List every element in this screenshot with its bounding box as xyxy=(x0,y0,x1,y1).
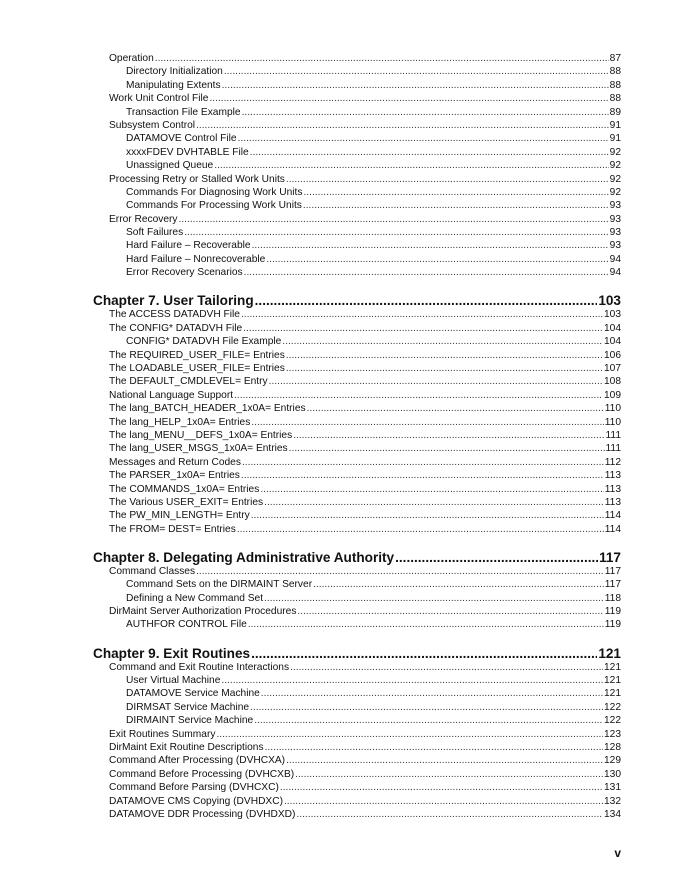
toc-entry-title: The Various USER_EXIT= Entries xyxy=(109,496,264,508)
toc-entry[interactable] xyxy=(93,795,621,808)
toc-entry-page: 106 xyxy=(604,349,621,361)
toc-entry[interactable] xyxy=(93,496,621,509)
toc-entry-page: 104 xyxy=(604,322,621,334)
toc-entry-title: The lang_BATCH_HEADER_1x0A= Entries xyxy=(109,403,306,415)
dot-leader xyxy=(286,349,603,362)
toc-entry-title: Manipulating Extents xyxy=(126,79,221,91)
dot-leader xyxy=(264,592,604,605)
toc-entry[interactable] xyxy=(93,592,621,605)
toc-entry[interactable] xyxy=(93,186,621,199)
toc-entry-title: Subsystem Control xyxy=(109,119,196,131)
dot-leader xyxy=(237,523,604,536)
dot-leader xyxy=(269,375,603,388)
toc-entry-page: 114 xyxy=(604,523,621,535)
toc-entry-title: Messages and Return Codes xyxy=(109,456,241,468)
toc-entry[interactable] xyxy=(93,119,621,132)
toc-entry-title: Work Unit Control File xyxy=(109,93,209,105)
toc-entry-page: 114 xyxy=(604,510,621,522)
toc-entry-title: DIRMAINT Service Machine xyxy=(126,715,254,727)
toc-entry-title: Hard Failure – Recoverable xyxy=(126,240,251,252)
toc-entry[interactable] xyxy=(93,132,621,145)
dot-leader xyxy=(242,106,609,119)
toc-entry-page: 87 xyxy=(609,53,621,64)
toc-chapter-entry[interactable] xyxy=(93,550,621,565)
toc-entry-title: Processing Retry or Stalled Work Units xyxy=(109,173,285,185)
toc-entry-page: 134 xyxy=(604,808,621,820)
toc-entry-title: Command Before Parsing (DVHCXC) xyxy=(109,782,279,794)
toc-entry-page: 130 xyxy=(604,768,621,780)
toc-entry-title: Exit Routines Summary xyxy=(109,728,216,740)
toc-entry-title: The REQUIRED_USER_FILE= Entries xyxy=(109,349,285,361)
toc-entry-page: 103 xyxy=(598,293,621,309)
toc-entry-page: 103 xyxy=(604,309,621,321)
dot-leader xyxy=(266,253,608,266)
toc-entry-page: 131 xyxy=(604,782,621,794)
dot-leader xyxy=(252,239,609,252)
toc-entry-page: 92 xyxy=(609,186,621,198)
toc-entry-title: Command Sets on the DIRMAINT Server xyxy=(126,579,313,591)
toc-entry-title: DATAMOVE DDR Processing (DVHDXD) xyxy=(109,808,296,820)
toc-entry[interactable] xyxy=(93,674,621,687)
toc-entry-page: 119 xyxy=(604,606,621,618)
dot-leader xyxy=(295,768,603,781)
dot-leader xyxy=(254,714,603,727)
toc-entry-page: 111 xyxy=(605,429,621,441)
dot-leader xyxy=(290,661,603,674)
page-number: v xyxy=(614,846,621,860)
toc-entry[interactable] xyxy=(93,335,621,348)
toc-entry-page: 122 xyxy=(604,715,621,727)
toc-entry-title: Unassigned Queue xyxy=(126,160,214,172)
toc-entry-page: 109 xyxy=(604,389,621,401)
toc-entry[interactable] xyxy=(93,578,621,591)
toc-entry-page: 117 xyxy=(604,579,621,591)
toc-entry-page: 88 xyxy=(609,66,621,78)
toc-entry[interactable] xyxy=(93,565,621,578)
toc-entry-page: 91 xyxy=(609,119,621,131)
toc-entry-title: Command Classes xyxy=(109,565,196,577)
toc-entry-page: 117 xyxy=(599,549,621,565)
toc-entry-title: xxxxFDEV DVHTABLE File xyxy=(126,146,249,158)
toc-entry[interactable] xyxy=(93,741,621,754)
toc-entry[interactable] xyxy=(93,173,621,186)
dot-leader xyxy=(284,795,603,808)
toc-entry-title: Error Recovery xyxy=(109,213,178,225)
dot-leader xyxy=(286,173,609,186)
dot-leader xyxy=(196,119,609,132)
toc-entry-page: 110 xyxy=(604,416,621,428)
dot-leader xyxy=(395,550,598,565)
dot-leader xyxy=(293,429,604,442)
toc-entry-title: Transaction File Example xyxy=(126,106,241,118)
toc-entry[interactable] xyxy=(93,618,621,631)
dot-leader xyxy=(221,674,603,687)
toc-entry-page: 110 xyxy=(604,403,621,415)
toc-entry[interactable] xyxy=(93,728,621,741)
toc-entry-page: 119 xyxy=(604,619,621,631)
toc-entry[interactable] xyxy=(93,768,621,781)
toc-entry[interactable] xyxy=(93,65,621,78)
dot-leader xyxy=(241,308,603,321)
dot-leader xyxy=(251,416,603,429)
toc-entry-title: The lang_MENU__DEFS_1x0A= Entries xyxy=(109,429,293,441)
toc-entry-page: 93 xyxy=(609,213,621,225)
toc-entry-title: Command Before Processing (DVHCXB) xyxy=(109,768,295,780)
dot-leader xyxy=(289,442,605,455)
toc-entry[interactable] xyxy=(93,266,621,279)
toc-entry-title: The COMMANDS_1x0A= Entries xyxy=(109,483,260,495)
toc-entry[interactable] xyxy=(93,687,621,700)
dot-leader xyxy=(251,646,597,661)
dot-leader xyxy=(244,266,609,279)
toc-entry[interactable] xyxy=(93,605,621,618)
dot-leader xyxy=(251,509,604,522)
toc-entry-title: Operation xyxy=(109,53,154,64)
toc-entry[interactable] xyxy=(93,442,621,455)
dot-leader xyxy=(248,618,604,631)
toc-entry[interactable] xyxy=(93,469,621,482)
toc-entry[interactable] xyxy=(93,781,621,794)
toc-entry[interactable] xyxy=(93,389,621,402)
toc-entry-page: 88 xyxy=(609,79,621,91)
toc-entry[interactable] xyxy=(93,213,621,226)
toc-entry[interactable] xyxy=(93,661,621,674)
dot-leader xyxy=(238,132,609,145)
toc-entry-page: 118 xyxy=(604,592,621,604)
toc-entry-title: DATAMOVE Service Machine xyxy=(126,688,260,700)
toc-entry-page: 117 xyxy=(604,565,621,577)
toc-entry-page: 113 xyxy=(604,470,621,482)
dot-leader xyxy=(250,701,603,714)
toc-entry-title: Error Recovery Scenarios xyxy=(126,267,243,279)
toc-entry[interactable] xyxy=(93,523,621,536)
toc-entry[interactable] xyxy=(93,416,621,429)
toc-entry-page: 122 xyxy=(604,701,621,713)
toc-entry-page: 121 xyxy=(604,675,621,687)
toc-entry-title: DirMaint Server Authorization Procedures xyxy=(109,606,297,618)
toc-entry-title: Commands For Processing Work Units xyxy=(126,200,302,212)
dot-leader xyxy=(286,362,603,375)
toc-entry[interactable] xyxy=(93,146,621,159)
toc-entry-title: The PARSER_1x0A= Entries xyxy=(109,470,240,482)
dot-leader xyxy=(179,213,609,226)
toc-entry-title: DATAMOVE Control File xyxy=(126,133,237,145)
toc-entry-title: Commands For Diagnosing Work Units xyxy=(126,186,303,198)
toc-entry[interactable] xyxy=(93,226,621,239)
toc-entry-title: User Virtual Machine xyxy=(126,675,221,687)
toc-entry-title: Command and Exit Routine Interactions xyxy=(109,661,290,673)
toc-entry[interactable] xyxy=(93,199,621,212)
toc-entry-title: Chapter 9. Exit Routines xyxy=(93,645,251,661)
toc-entry[interactable] xyxy=(93,349,621,362)
toc-entry-title: The ACCESS DATADVH File xyxy=(109,309,240,321)
dot-leader xyxy=(265,741,603,754)
toc-entry-title: CONFIG* DATADVH File Example xyxy=(126,336,282,348)
toc-entry[interactable] xyxy=(93,322,621,335)
toc-entry[interactable] xyxy=(93,429,621,442)
toc-entry-page: 92 xyxy=(609,146,621,158)
toc-entry-page: 113 xyxy=(604,496,621,508)
toc-entry-title: AUTHFOR CONTROL File xyxy=(126,619,247,631)
dot-leader xyxy=(222,79,609,92)
toc-entry[interactable] xyxy=(93,159,621,172)
toc-entry-page: 112 xyxy=(604,456,621,468)
dot-leader xyxy=(313,578,604,591)
toc-entry[interactable] xyxy=(93,52,621,65)
toc-entry[interactable] xyxy=(93,509,621,522)
toc-entry-page: 93 xyxy=(609,227,621,239)
toc-entry-page: 123 xyxy=(604,728,621,740)
toc-chapter-entry[interactable] xyxy=(93,646,621,661)
toc-entry-page: 93 xyxy=(609,240,621,252)
dot-leader xyxy=(196,565,604,578)
dot-leader xyxy=(282,335,603,348)
toc-chapter-entry[interactable] xyxy=(93,293,621,308)
toc-entry-page: 104 xyxy=(604,336,621,348)
toc-entry-title: Hard Failure – Nonrecoverable xyxy=(126,253,266,265)
toc-entry-title: National Language Support xyxy=(109,389,234,401)
toc-entry[interactable] xyxy=(93,239,621,252)
dot-leader xyxy=(260,483,603,496)
dot-leader xyxy=(209,92,608,105)
toc-entry[interactable] xyxy=(93,456,621,469)
toc-entry-page: 132 xyxy=(604,795,621,807)
toc-entry[interactable] xyxy=(93,106,621,119)
toc-entry-page: 129 xyxy=(604,755,621,767)
toc-entry-title: The DEFAULT_CMDLEVEL= Entry xyxy=(109,376,268,388)
toc-entry[interactable] xyxy=(93,808,621,821)
toc-entry[interactable] xyxy=(93,362,621,375)
dot-leader xyxy=(234,389,603,402)
toc-entry[interactable] xyxy=(93,483,621,496)
toc-entry-title: The CONFIG* DATADVH File xyxy=(109,322,243,334)
dot-leader xyxy=(297,605,603,618)
toc-entry-title: Soft Failures xyxy=(126,227,184,239)
dot-leader xyxy=(296,808,603,821)
toc-entry-page: 107 xyxy=(604,363,621,374)
dot-leader xyxy=(216,728,603,741)
dot-leader xyxy=(241,469,604,482)
toc-entry-page: 89 xyxy=(609,106,621,118)
toc-entry-page: 94 xyxy=(609,253,621,265)
dot-leader xyxy=(264,496,604,509)
toc-entry-page: 108 xyxy=(604,376,621,388)
toc-entry-title: The LOADABLE_USER_FILE= Entries xyxy=(109,363,285,374)
dot-leader xyxy=(261,687,603,700)
toc-entry-page: 92 xyxy=(609,160,621,172)
toc-entry-page: 121 xyxy=(604,661,621,673)
toc-entry-page: 128 xyxy=(604,741,621,753)
toc-entry-page: 91 xyxy=(609,133,621,145)
toc-entry[interactable] xyxy=(93,92,621,105)
dot-leader xyxy=(224,65,609,78)
toc-entry-page: 113 xyxy=(604,483,621,495)
toc-entry-title: The PW_MIN_LENGTH= Entry xyxy=(109,510,250,522)
table-of-contents xyxy=(93,52,621,821)
dot-leader xyxy=(155,52,609,65)
dot-leader xyxy=(286,754,603,767)
toc-entry-title: The lang_HELP_1x0A= Entries xyxy=(109,416,251,428)
toc-entry[interactable] xyxy=(93,308,621,321)
toc-entry-title: Chapter 7. User Tailoring xyxy=(93,293,254,309)
toc-entry-page: 94 xyxy=(609,267,621,279)
dot-leader xyxy=(303,186,608,199)
toc-entry-page: 121 xyxy=(604,688,621,700)
dot-leader xyxy=(242,456,604,469)
toc-entry-title: The FROM= DEST= Entries xyxy=(109,523,236,535)
toc-entry-title: Chapter 8. Delegating Administrative Authority xyxy=(93,549,395,565)
toc-entry[interactable] xyxy=(93,701,621,714)
toc-entry-title: DIRMSAT Service Machine xyxy=(126,701,250,713)
toc-entry-page: 93 xyxy=(609,200,621,212)
dot-leader xyxy=(307,402,604,415)
toc-entry-title: The lang_USER_MSGS_1x0A= Entries xyxy=(109,443,288,455)
toc-entry-page: 92 xyxy=(609,173,621,185)
toc-entry-title: Defining a New Command Set xyxy=(126,592,264,604)
toc-entry[interactable] xyxy=(93,375,621,388)
toc-entry-title: DirMaint Exit Routine Descriptions xyxy=(109,741,264,753)
toc-entry-title: Directory Initialization xyxy=(126,66,223,78)
toc-entry-page: 121 xyxy=(598,645,621,661)
toc-entry[interactable] xyxy=(93,402,621,415)
toc-entry-page: 88 xyxy=(609,93,621,105)
toc-entry-title: Command After Processing (DVHCXA) xyxy=(109,755,286,767)
dot-leader xyxy=(243,322,603,335)
dot-leader xyxy=(255,293,598,308)
toc-entry-page: 111 xyxy=(605,443,621,455)
toc-entry[interactable] xyxy=(93,754,621,767)
dot-leader xyxy=(250,146,609,159)
dot-leader xyxy=(214,159,608,172)
toc-entry[interactable] xyxy=(93,714,621,727)
dot-leader xyxy=(303,199,609,212)
toc-entry[interactable] xyxy=(93,79,621,92)
toc-entry-title: DATAMOVE CMS Copying (DVHDXC) xyxy=(109,795,283,807)
toc-entry[interactable] xyxy=(93,253,621,266)
dot-leader xyxy=(184,226,608,239)
dot-leader xyxy=(280,781,603,794)
